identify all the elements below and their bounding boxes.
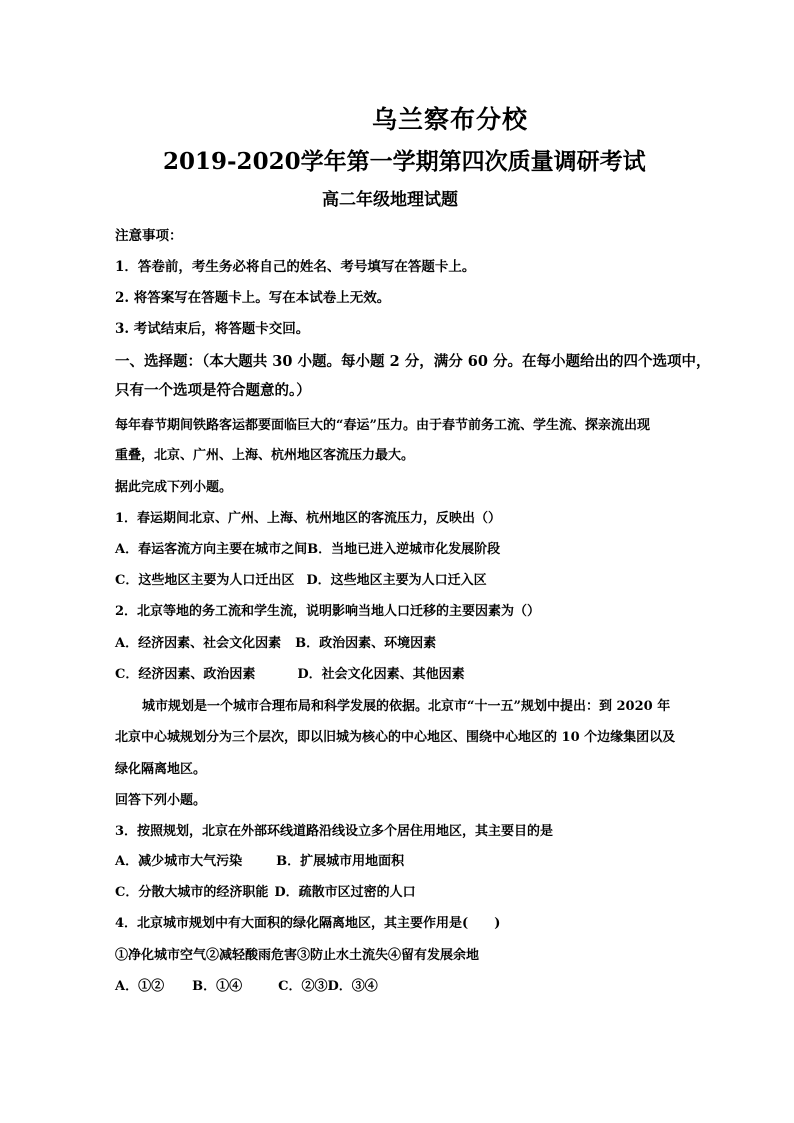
question-2-options-ab bbox=[115, 634, 436, 654]
question-2-option-d: D．社会文化因素、其他因素 bbox=[297, 667, 465, 682]
note-item-3: 3. 考试结束后，将答题卡交回。 bbox=[115, 321, 310, 337]
question-3-option-a: A．减少城市大气污染 bbox=[115, 854, 243, 869]
question-1-option-a: A．春运客流方向主要在城市之间 bbox=[115, 542, 308, 557]
subject-title: 高二年级地理试题 bbox=[322, 190, 458, 210]
section-instructions-line-1: 一、选择题：（本大题共 30 小题。每小题 2 分，满分 60 分。在每小题给出的四个选项中， bbox=[115, 353, 711, 370]
exam-title: 2019-2020学年第一学期第四次质量调研考试 bbox=[163, 148, 646, 175]
question-2-options-cd bbox=[115, 665, 465, 685]
question-4-options bbox=[115, 977, 378, 997]
note-item-2: 2. 将答案写在答题卡上。写在本试卷上无效。 bbox=[115, 290, 391, 306]
question-3-options-cd bbox=[115, 883, 416, 903]
question-2-option-a: A．经济因素、社会文化因素 bbox=[115, 636, 282, 651]
note-item-1: 1．答卷前，考生务必将自己的姓名、考号填写在答题卡上。 bbox=[115, 259, 476, 275]
question-1-option-d: D．这些地区主要为人口迁入区 bbox=[306, 573, 487, 588]
passage-1-line-3: 据此完成下列小题。 bbox=[115, 480, 233, 495]
question-2-option-c: C．经济因素、政治因素 bbox=[115, 667, 256, 682]
question-4-statements: ①净化城市空气②减轻酸雨危害③防止水土流失④留有发展余地 bbox=[115, 948, 480, 963]
passage-2-line-2: 北京中心城规划分为三个层次，即以旧城为核心的中心地区、围绕中心地区的 10 个边缘集团以及 bbox=[115, 730, 676, 745]
question-4-option-a: A．①② bbox=[115, 979, 165, 994]
question-1-option-b: B．当地已进入逆城市化发展阶段 bbox=[307, 542, 501, 557]
school-name: 乌兰察布分校 bbox=[372, 105, 529, 134]
passage-2-line-3: 绿化隔离地区。 bbox=[115, 762, 207, 777]
question-4-option-b: B．①④ bbox=[192, 979, 243, 994]
passage-1-line-2: 重叠，北京、广州、上海、杭州地区客流压力最大。 bbox=[115, 448, 415, 463]
question-4-stem: 4．北京城市规划中有大面积的绿化隔离地区，其主要作用是( ) bbox=[115, 916, 501, 931]
question-2-stem: 2．北京等地的务工流和学生流，说明影响当地人口迁移的主要因素为（） bbox=[115, 604, 541, 619]
passage-1-line-1: 每年春节期间铁路客运都要面临巨大的“春运”压力。由于春节前务工流、学生流、探亲流出现 bbox=[115, 418, 650, 433]
passage-2-line-4: 回答下列小题。 bbox=[115, 793, 207, 808]
question-1-options-cd bbox=[115, 571, 487, 591]
question-3-option-d: D．疏散市区过密的人口 bbox=[274, 885, 416, 900]
question-4-option-d: D．③④ bbox=[327, 979, 378, 994]
question-3-stem: 3．按照规划，北京在外部环线道路沿线设立多个居住用地区，其主要目的是 bbox=[115, 824, 554, 839]
section-instructions-line-2: 只有一个选项是符合题意的。） bbox=[115, 382, 311, 399]
passage-2-line-1: 城市规划是一个城市合理布局和科学发展的依据。北京市“十一五”规划中提出：到 2020 年 bbox=[142, 699, 671, 714]
question-3-option-c: C．分散大城市的经济职能 bbox=[115, 885, 269, 900]
question-4-option-c: C．②③ bbox=[278, 979, 328, 994]
question-1-option-c: C．这些地区主要为人口迁出区 bbox=[115, 573, 295, 588]
question-1-options-ab bbox=[115, 540, 500, 560]
question-3-options-ab bbox=[115, 852, 404, 872]
question-1-stem: 1．春运期间北京、广州、上海、杭州地区的客流压力，反映出（） bbox=[115, 511, 502, 526]
question-2-option-b: B．政治因素、环境因素 bbox=[295, 636, 437, 651]
notes-heading: 注意事项： bbox=[115, 228, 183, 244]
question-3-option-b: B．扩展城市用地面积 bbox=[276, 854, 405, 869]
